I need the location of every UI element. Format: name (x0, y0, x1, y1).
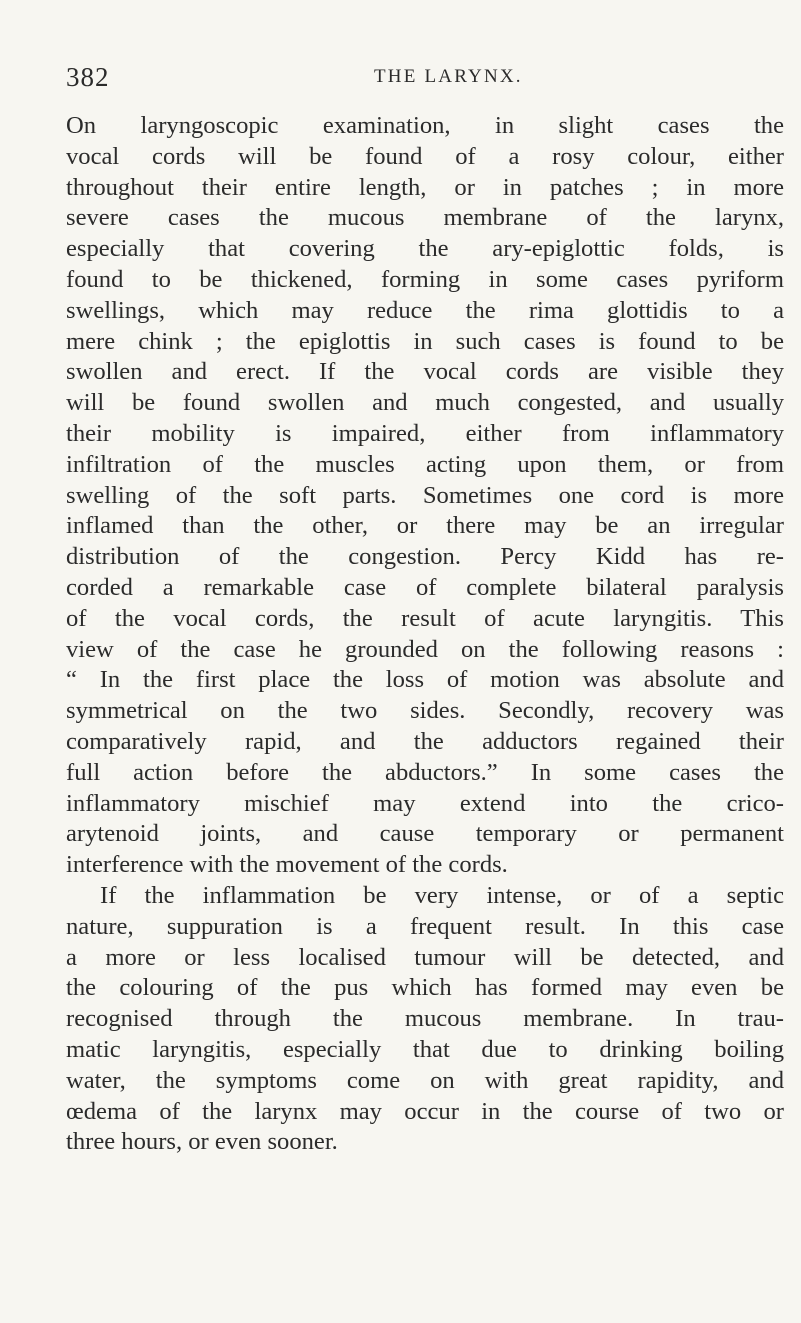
text-line: comparatively rapid, and the adductors regained their (66, 727, 784, 755)
text-line: matic laryngitis, especially that due to drinking boiling (66, 1035, 784, 1063)
text-line: view of the case he grounded on the following reasons : (66, 635, 784, 663)
text-line: distribution of the congestion. Percy Kidd has re- (66, 543, 784, 571)
text-line: full action before the abductors.” In some cases the (66, 758, 784, 786)
text-line: arytenoid joints, and cause temporary or permanent (66, 820, 784, 848)
text-line: infiltration of the muscles acting upon them, or from (66, 450, 784, 478)
body-text (66, 111, 784, 1158)
text-line: symmetrical on the two sides. Secondly, recovery was (66, 697, 784, 725)
text-line: three hours, or even sooner. (66, 1128, 338, 1156)
text-line: especially that covering the ary-epiglottic folds, is (66, 235, 784, 263)
text-line: On laryngoscopic examination, in slight cases the (66, 112, 784, 139)
text-line: recognised through the mucous membrane. In trau- (66, 1005, 784, 1033)
text-line: If the inflammation be very intense, or of a septic (100, 881, 784, 909)
text-line: inflamed than the other, or there may be an irregular (66, 512, 784, 540)
text-line: œdema of the larynx may occur in the course of two or (66, 1097, 784, 1125)
text-line: water, the symptoms come on with great rapidity, and (66, 1066, 784, 1094)
text-line: will be found swollen and much congested, and usually (66, 389, 784, 417)
text-line: severe cases the mucous membrane of the larynx, (66, 204, 784, 232)
page-number: 382 (66, 62, 110, 92)
text-line: “ In the first place the loss of motion was absolute and (66, 666, 784, 694)
text-line: a more or less localised tumour will be detected, and (66, 943, 784, 971)
text-line: their mobility is impaired, either from inflammatory (66, 419, 784, 447)
paragraph-2 (66, 881, 784, 1158)
text-line: the colouring of the pus which has formed may even be (66, 974, 784, 1002)
text-line: mere chink ; the epiglottis in such cases is found to be (66, 327, 784, 355)
text-line: swellings, which may reduce the rima glottidis to a (66, 296, 784, 324)
text-line: inflammatory mischief may extend into the crico- (66, 789, 784, 817)
text-line: interference with the movement of the cords. (66, 851, 508, 879)
running-title: THE LARYNX. (374, 66, 523, 87)
text-line: throughout their entire length, or in patches ; in more (66, 173, 784, 201)
paragraph-1 (66, 111, 784, 881)
text-line: nature, suppuration is a frequent result. In this case (66, 912, 784, 940)
text-line: swollen and erect. If the vocal cords are visible they (66, 358, 784, 386)
text-line: corded a remarkable case of complete bilateral paralysis (66, 573, 784, 601)
text-line: swelling of the soft parts. Sometimes one cord is more (66, 481, 784, 509)
running-head (66, 62, 784, 96)
text-line: vocal cords will be found of a rosy colour, either (66, 142, 784, 170)
text-line: found to be thickened, forming in some cases pyriform (66, 265, 784, 293)
text-line: of the vocal cords, the result of acute laryngitis. This (66, 604, 784, 632)
